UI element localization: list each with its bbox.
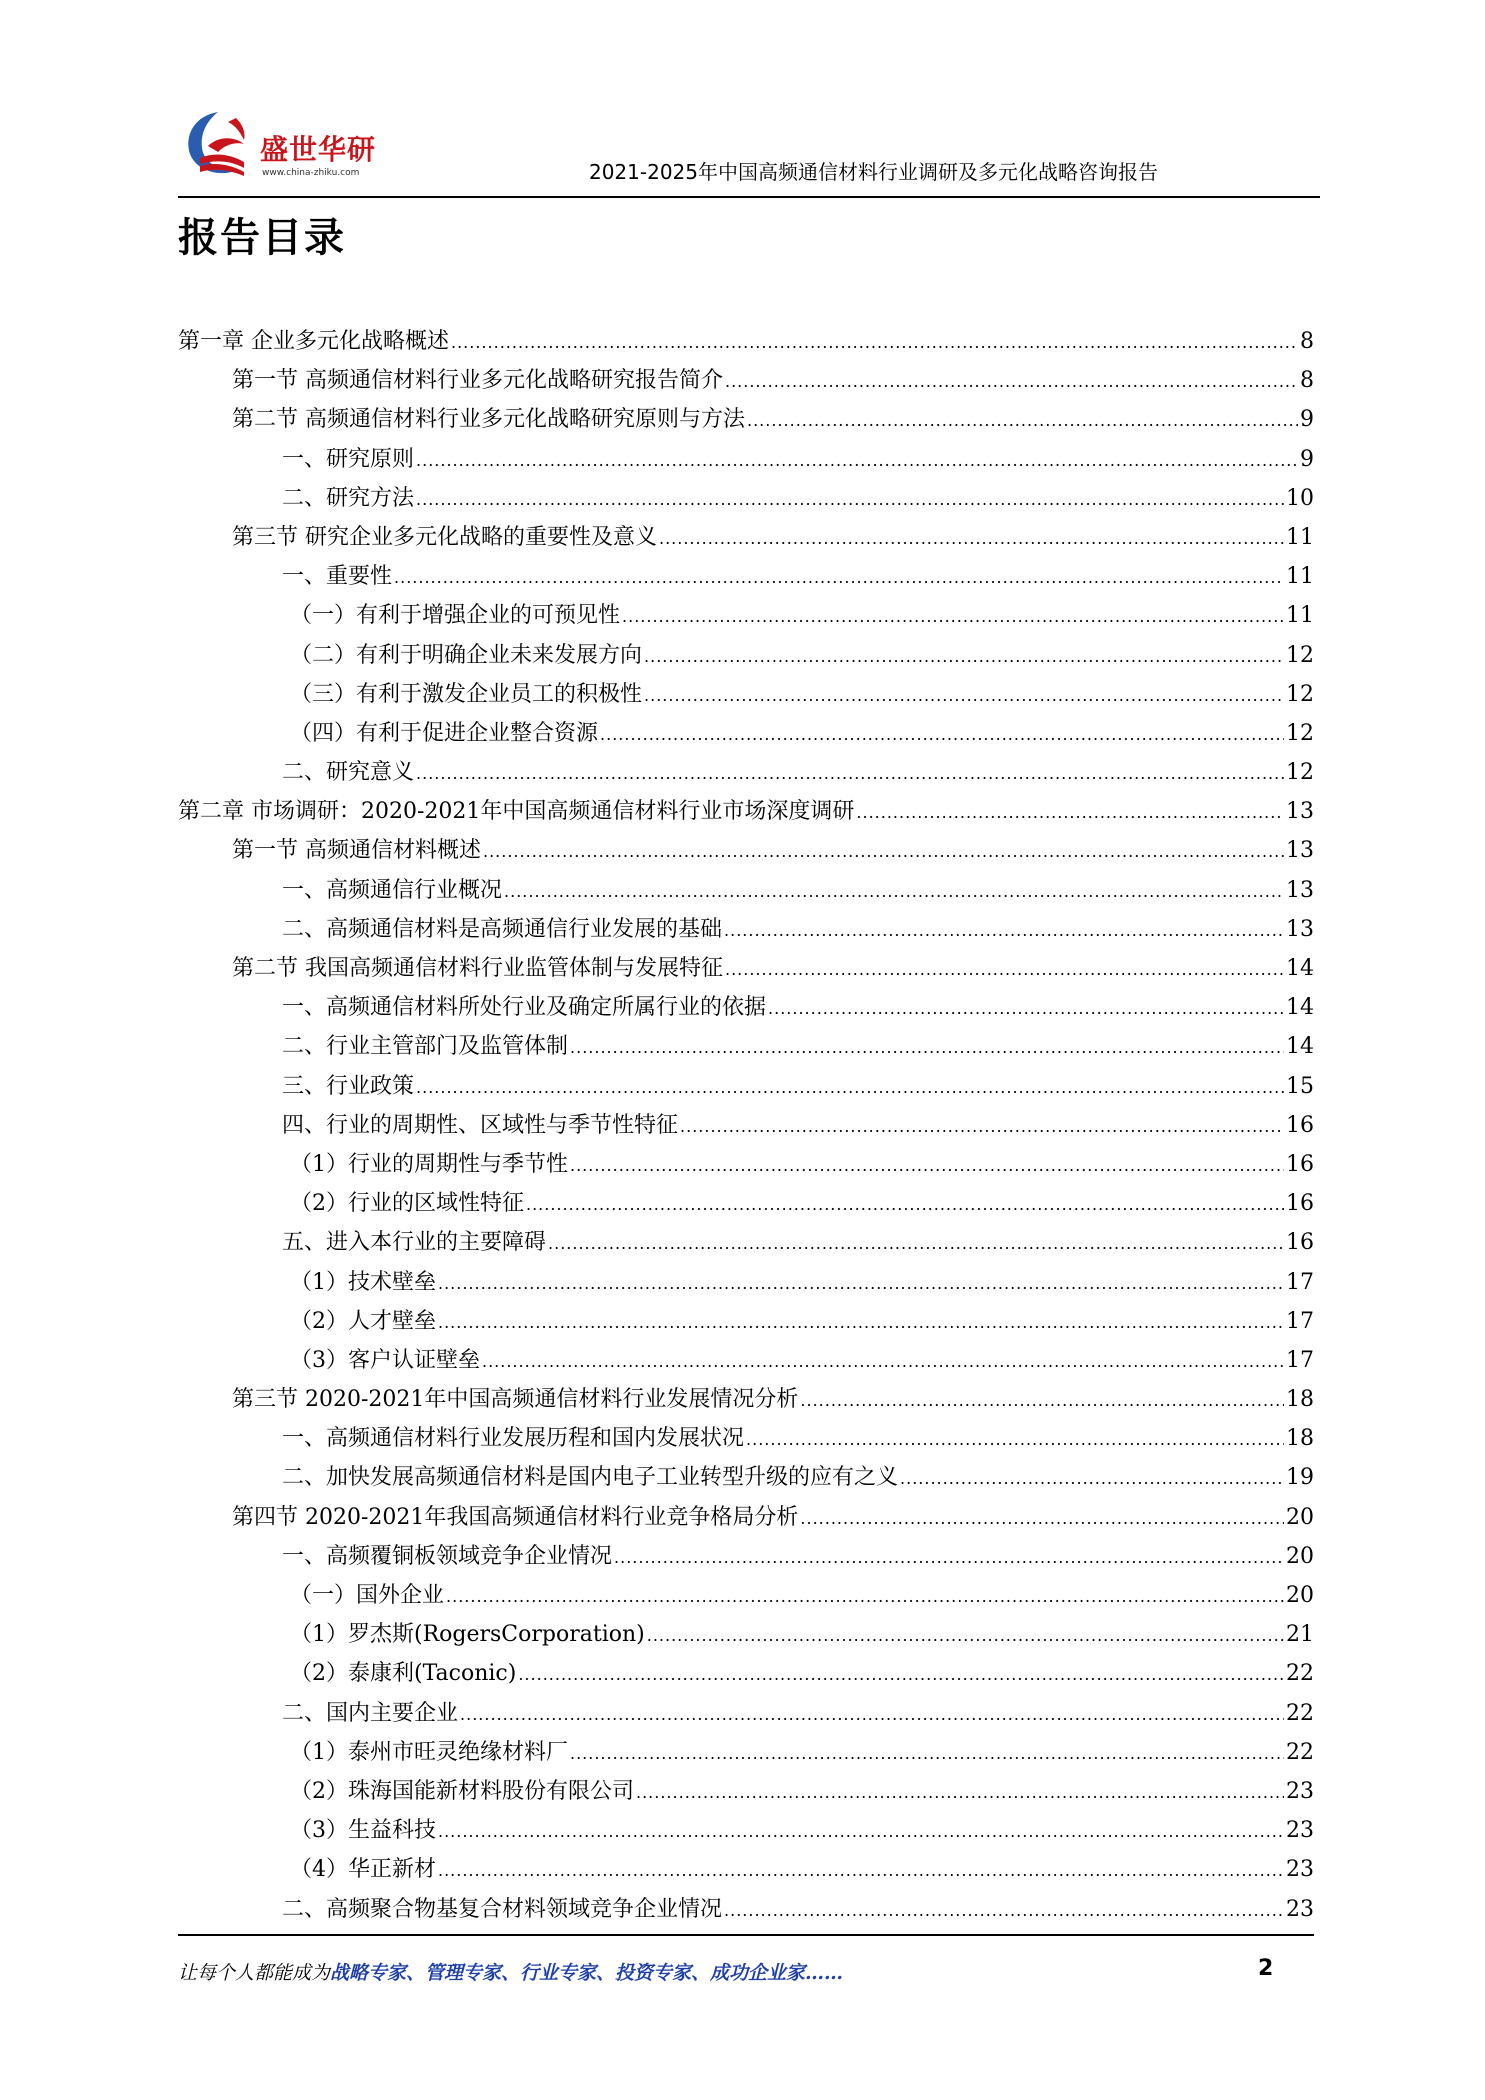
toc-dot-leader: [438, 1851, 1284, 1890]
toc-entry-page: 20: [1286, 1543, 1314, 1569]
toc-entry[interactable]: [178, 831, 1314, 870]
toc-dot-leader: [416, 480, 1284, 519]
toc-entry[interactable]: [178, 792, 1314, 831]
toc-entry-label: （一）国外企业: [290, 1583, 445, 1608]
toc-entry-page: 11: [1286, 564, 1314, 590]
toc-entry-label: 第一节 高频通信材料概述: [232, 838, 481, 864]
toc-dot-leader: [570, 1028, 1284, 1067]
toc-dot-leader: [548, 1224, 1284, 1263]
page-title: 报告目录: [178, 215, 346, 261]
toc-entry[interactable]: [178, 1027, 1314, 1066]
toc-entry[interactable]: [178, 1498, 1314, 1537]
toc-dot-leader: [570, 1146, 1284, 1185]
toc-entry-page: 13: [1286, 838, 1314, 864]
toc-entry-label: （四）有利于促进企业整合资源: [290, 720, 599, 746]
toc-entry-page: 14: [1286, 1034, 1314, 1060]
toc-entry-label: （一）有利于增强企业的可预见性: [290, 603, 621, 629]
toc-entry-page: 13: [1286, 877, 1314, 903]
toc-entry[interactable]: [178, 1733, 1314, 1772]
toc-entry[interactable]: [178, 1419, 1314, 1458]
toc-dot-leader: [622, 597, 1284, 636]
toc-entry-page: 8: [1300, 329, 1314, 354]
toc-dot-leader: [438, 1812, 1284, 1851]
toc-entry-page: 16: [1286, 1230, 1314, 1256]
footer-divider: [178, 1934, 1314, 1936]
toc-entry[interactable]: [178, 1811, 1314, 1850]
toc-entry[interactable]: [178, 440, 1314, 479]
brand-url: www.china-zhiku.com: [262, 168, 360, 178]
toc-entry[interactable]: [178, 1654, 1314, 1693]
toc-dot-leader: [680, 1107, 1284, 1146]
toc-dot-leader: [746, 1420, 1284, 1459]
toc-entry-label: （3）客户认证壁垒: [290, 1347, 480, 1373]
toc-dot-leader: [644, 676, 1284, 715]
toc-entry[interactable]: [178, 1772, 1314, 1811]
toc-dot-leader: [614, 1538, 1284, 1577]
toc-entry[interactable]: [178, 988, 1314, 1027]
toc-entry-label: 第二节 我国高频通信材料行业监管体制与发展特征: [232, 956, 723, 981]
toc-entry-label: 五、进入本行业的主要障碍: [282, 1230, 547, 1256]
toc-entry-label: 第三节 2020-2021年中国高频通信材料行业发展情况分析: [232, 1387, 799, 1413]
toc-entry-page: 8: [1300, 368, 1314, 394]
toc-entry-page: 17: [1286, 1308, 1314, 1334]
toc-entry-label: （二）有利于明确企业未来发展方向: [290, 642, 643, 668]
toc-entry-page: 10: [1286, 485, 1314, 511]
toc-dot-leader: [724, 911, 1284, 950]
toc-entry-page: 12: [1286, 720, 1314, 746]
toc-entry-label: （三）有利于激发企业员工的积极性: [290, 681, 643, 707]
toc-entry-page: 23: [1286, 1818, 1314, 1844]
toc-entry-label: 第二节 高频通信材料行业多元化战略研究原则与方法: [232, 407, 745, 433]
toc-entry-label: 二、行业主管部门及监管体制: [282, 1034, 569, 1060]
toc-dot-leader: [724, 1891, 1284, 1930]
toc-entry[interactable]: [178, 1380, 1314, 1419]
toc-dot-leader: [659, 519, 1284, 558]
footer-tagline: [178, 1958, 843, 1985]
toc-dot-leader: [438, 1303, 1284, 1342]
toc-entry-page: 12: [1286, 642, 1314, 668]
toc-entry-page: 13: [1286, 916, 1314, 942]
toc-dot-leader: [747, 401, 1298, 440]
toc-entry-page: 20: [1286, 1583, 1314, 1608]
toc-entry-page: 20: [1286, 1504, 1314, 1530]
toc-entry[interactable]: [178, 675, 1314, 714]
toc-dot-leader: [438, 1264, 1284, 1303]
toc-dot-leader: [526, 1185, 1284, 1224]
toc-dot-leader: [460, 1695, 1284, 1734]
toc-dot-leader: [768, 989, 1284, 1028]
toc-dot-leader: [518, 1655, 1284, 1694]
tagline-prefix: 让每个人都能成为: [178, 1962, 331, 1984]
toc-dot-leader: [725, 950, 1284, 989]
toc-entry[interactable]: [178, 1106, 1314, 1145]
toc-entry-label: （2）人才壁垒: [290, 1308, 436, 1334]
toc-entry-label: 一、高频覆铜板领域竞争企业情况: [282, 1543, 613, 1569]
toc-entry-label: 二、高频通信材料是高频通信行业发展的基础: [282, 916, 723, 942]
toc-entry-page: 16: [1286, 1151, 1314, 1177]
toc-entry[interactable]: [178, 714, 1314, 753]
toc-dot-leader: [800, 1381, 1284, 1420]
toc-entry[interactable]: [178, 636, 1314, 675]
toc-entry-label: 三、行业政策: [282, 1073, 415, 1099]
toc-entry-label: （1）泰州市旺灵绝缘材料厂: [290, 1739, 568, 1765]
toc-entry[interactable]: [178, 1615, 1314, 1654]
toc-entry-label: 一、研究原则: [282, 446, 415, 472]
toc-entry-page: 23: [1286, 1857, 1314, 1883]
brand-name: 盛世华研: [260, 133, 377, 166]
toc-entry-page: 22: [1286, 1661, 1314, 1687]
toc-entry[interactable]: [178, 1341, 1314, 1380]
toc-entry-label: （2）珠海国能新材料股份有限公司: [290, 1778, 634, 1804]
toc-dot-leader: [416, 441, 1298, 480]
report-title: 2021-2025年中国高频通信材料行业调研及多元化战略咨询报告: [588, 160, 1158, 184]
toc-entry[interactable]: [178, 949, 1314, 988]
toc-entry-label: 第二章 市场调研：2020-2021年中国高频通信材料行业市场深度调研: [178, 799, 855, 825]
toc-entry[interactable]: [178, 1067, 1314, 1106]
toc-dot-leader: [800, 1499, 1284, 1538]
toc-entry[interactable]: [178, 1890, 1314, 1929]
toc-dot-leader: [394, 558, 1284, 597]
toc-entry-label: 四、行业的周期性、区域性与季节性特征: [282, 1112, 679, 1138]
toc-entry-page: 21: [1286, 1622, 1314, 1648]
toc-entry-label: 第一节 高频通信材料行业多元化战略研究报告简介: [232, 368, 723, 394]
toc-entry-page: 13: [1286, 799, 1314, 825]
toc-entry-page: 22: [1286, 1700, 1314, 1726]
toc-entry-page: 16: [1286, 1191, 1314, 1217]
toc-entry-label: 一、高频通信材料所处行业及确定所属行业的依据: [282, 995, 767, 1021]
toc-entry[interactable]: [178, 361, 1314, 400]
toc-entry-label: 二、高频聚合物基复合材料领域竞争企业情况: [282, 1896, 723, 1922]
toc-entry-label: 一、重要性: [282, 564, 393, 590]
toc-entry-page: 22: [1286, 1739, 1314, 1765]
toc-entry[interactable]: [178, 1263, 1314, 1302]
toc-entry-label: （2）泰康利(Taconic): [290, 1661, 517, 1687]
toc-entry[interactable]: [178, 1145, 1314, 1184]
toc-entry-page: 14: [1286, 995, 1314, 1021]
table-of-contents: [178, 322, 1314, 1929]
toc-entry[interactable]: [178, 910, 1314, 949]
toc-entry-label: 一、高频通信行业概况: [282, 877, 503, 903]
toc-entry-label: （1）技术壁垒: [290, 1269, 436, 1295]
toc-entry-page: 23: [1286, 1778, 1314, 1804]
toc-entry-page: 12: [1286, 681, 1314, 707]
toc-entry[interactable]: [178, 1694, 1314, 1733]
toc-entry-label: （1）罗杰斯(RogersCorporation): [290, 1622, 645, 1648]
toc-dot-leader: [644, 637, 1284, 676]
toc-entry[interactable]: [178, 518, 1314, 557]
toc-entry-page: 18: [1286, 1387, 1314, 1413]
toc-entry-label: （4）华正新材: [290, 1857, 436, 1883]
toc-entry[interactable]: [178, 1458, 1314, 1497]
toc-entry-label: （3）生益科技: [290, 1818, 436, 1844]
toc-entry[interactable]: [178, 322, 1314, 361]
toc-entry-label: 二、研究方法: [282, 485, 415, 511]
toc-entry-page: 17: [1286, 1269, 1314, 1295]
toc-entry-label: （1）行业的周期性与季节性: [290, 1151, 568, 1177]
header-divider: [178, 196, 1320, 198]
toc-dot-leader: [570, 1734, 1284, 1773]
toc-entry-page: 16: [1286, 1112, 1314, 1138]
toc-entry-page: 18: [1286, 1426, 1314, 1452]
toc-entry-label: 第三节 研究企业多元化战略的重要性及意义: [232, 524, 657, 550]
toc-entry[interactable]: [178, 1302, 1314, 1341]
logo-emblem-icon: [178, 106, 262, 188]
toc-entry[interactable]: [178, 479, 1314, 518]
toc-entry-page: 19: [1286, 1465, 1314, 1491]
toc-entry-label: 二、研究意义: [282, 760, 415, 786]
toc-entry[interactable]: [178, 871, 1314, 910]
page-number: 2: [1258, 1956, 1274, 1981]
toc-dot-leader: [482, 1342, 1284, 1381]
toc-entry-page: 9: [1300, 407, 1314, 433]
toc-entry-page: 14: [1286, 956, 1314, 981]
toc-entry-label: （2）行业的区域性特征: [290, 1191, 524, 1217]
toc-entry[interactable]: [178, 1850, 1314, 1889]
toc-entry[interactable]: [178, 400, 1314, 439]
toc-dot-leader: [725, 362, 1298, 401]
toc-entry[interactable]: [178, 596, 1314, 635]
toc-entry-page: 17: [1286, 1347, 1314, 1373]
toc-entry-page: 15: [1286, 1073, 1314, 1099]
toc-entry-label: 二、国内主要企业: [282, 1700, 459, 1726]
toc-dot-leader: [900, 1459, 1284, 1498]
toc-dot-leader: [600, 715, 1284, 754]
toc-entry-label: 二、加快发展高频通信材料是国内电子工业转型升级的应有之义: [282, 1465, 899, 1491]
toc-entry[interactable]: [178, 557, 1314, 596]
toc-dot-leader: [483, 832, 1284, 871]
toc-entry-page: 11: [1286, 603, 1314, 629]
page-header: [178, 96, 1320, 196]
toc-dot-leader: [647, 1616, 1284, 1655]
toc-entry[interactable]: [178, 1184, 1314, 1223]
toc-entry[interactable]: [178, 1223, 1314, 1262]
toc-entry-page: 9: [1300, 446, 1314, 472]
brand-logo: [178, 106, 388, 188]
toc-dot-leader: [416, 754, 1284, 793]
toc-entry-page: 23: [1286, 1896, 1314, 1922]
toc-entry-page: 11: [1286, 524, 1314, 550]
toc-entry-label: 一、高频通信材料行业发展历程和国内发展状况: [282, 1426, 745, 1452]
toc-entry[interactable]: [178, 753, 1314, 792]
toc-dot-leader: [451, 323, 1298, 362]
toc-dot-leader: [446, 1577, 1284, 1616]
toc-entry-label: 第四节 2020-2021年我国高频通信材料行业竞争格局分析: [232, 1504, 799, 1530]
toc-entry-page: 12: [1286, 760, 1314, 786]
toc-dot-leader: [416, 1068, 1284, 1107]
toc-dot-leader: [504, 872, 1284, 911]
toc-dot-leader: [856, 793, 1284, 832]
toc-entry-label: 第一章 企业多元化战略概述: [178, 329, 449, 354]
toc-entry[interactable]: [178, 1537, 1314, 1576]
toc-entry[interactable]: [178, 1576, 1314, 1615]
toc-dot-leader: [636, 1773, 1284, 1812]
tagline-accent: 战略专家、管理专家、行业专家、投资专家、成功企业家……: [330, 1962, 844, 1984]
